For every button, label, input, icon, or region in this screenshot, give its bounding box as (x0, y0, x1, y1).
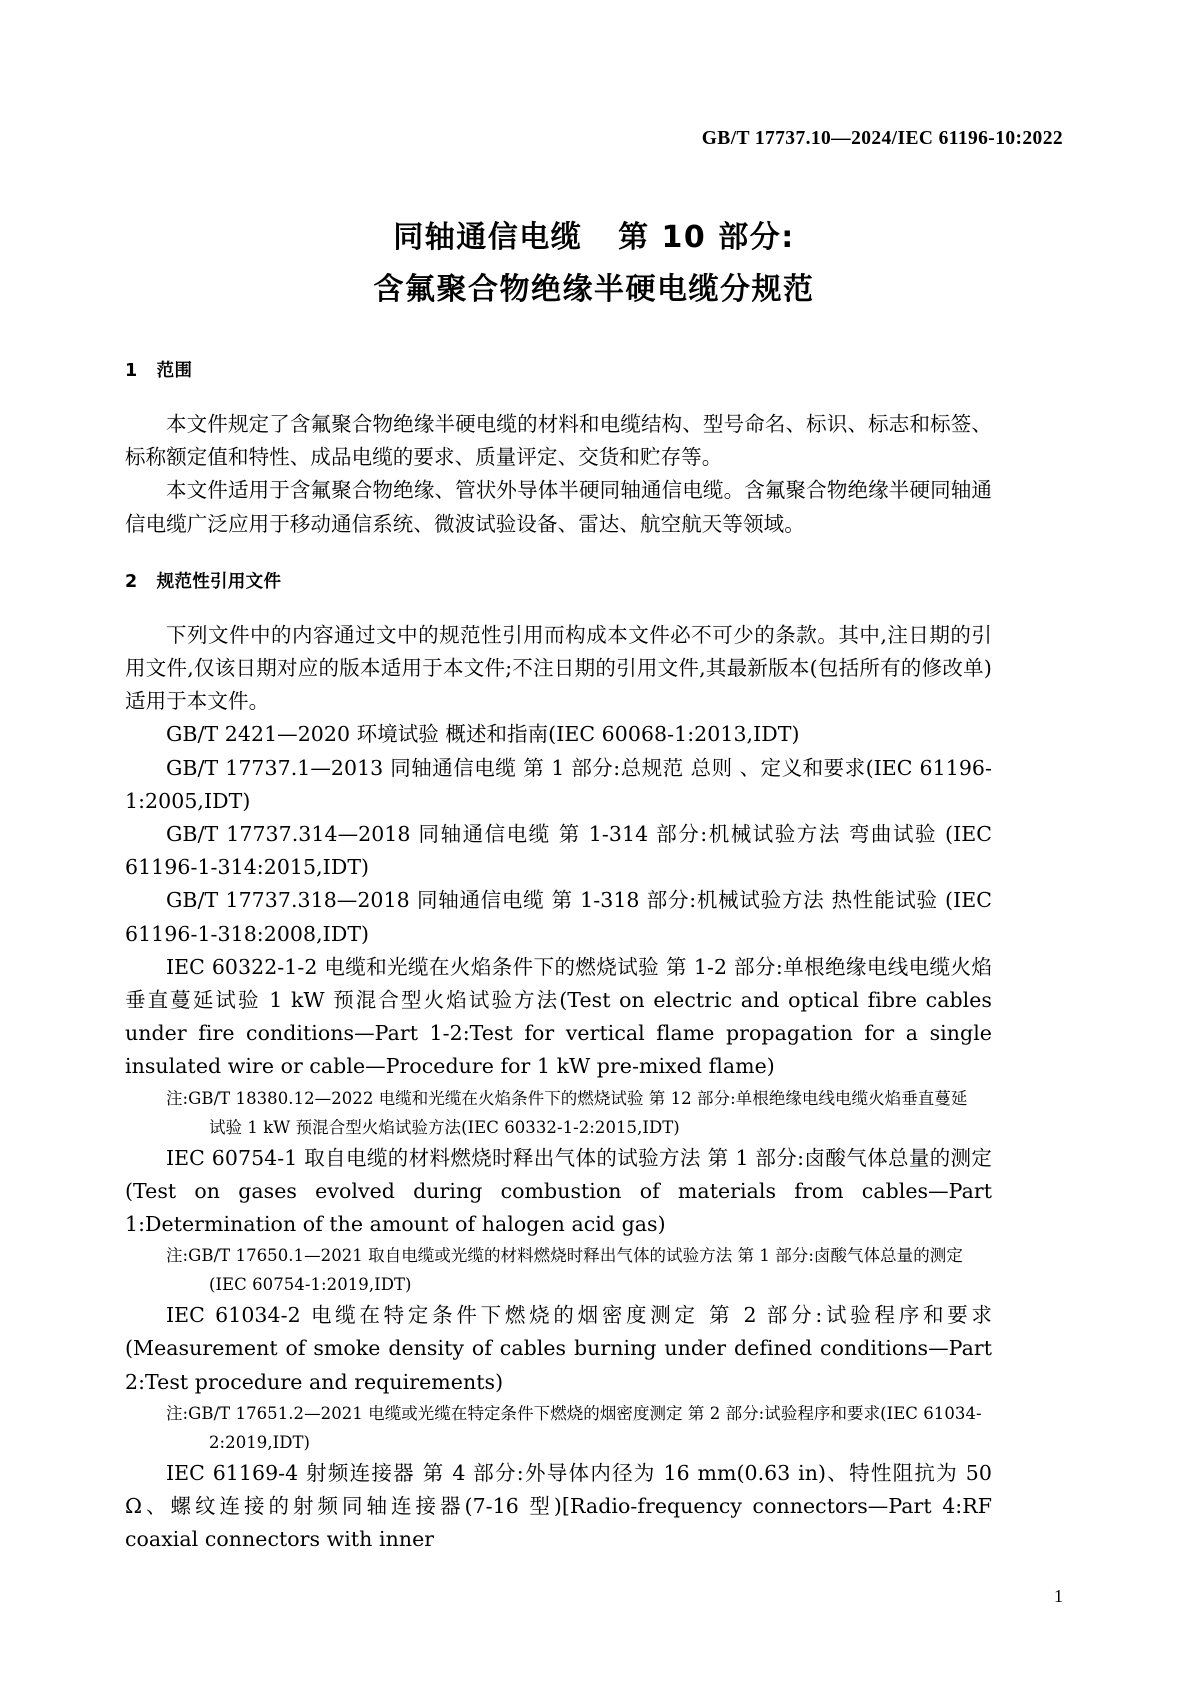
normative-reference-item: GB/T 17737.1—2013 同轴通信电缆 第 1 部分:总规范 总则 、定义和要求(IEC 61196-1:2005,IDT) (125, 755, 992, 813)
spacer (125, 386, 992, 408)
document-body (125, 356, 992, 1556)
note-line: (IEC 60754-1:2019,IDT) (209, 1275, 412, 1295)
normative-reference-item: IEC 61169-4 射频连接器 第 4 部分:外导体内径为 16 mm(0.63 in)、特性阻抗为 50 Ω、螺纹连接的射频同轴连接器(7-16 型)[Radio-frequency connectors—Part 4:RF coaxial connectors with inner (125, 1460, 992, 1552)
normative-reference-item: GB/T 17737.314—2018 同轴通信电缆 第 1-314 部分:机械试验方法 弯曲试验 (IEC 61196-1-314:2015,IDT) (125, 822, 992, 880)
clause-2-intro-paragraph: 下列文件中的内容通过文中的规范性引用而构成本文件必不可少的条款。其中,注日期的引用文件,仅该日期对应的版本适用于本文件;不注日期的引用文件,其最新版本(包括所有的修改单)适用于本文件。 (125, 622, 992, 714)
spacer (125, 597, 992, 619)
clause-2-heading: 2 规范性引用文件 (125, 571, 282, 592)
normative-reference-item: IEC 60322-1-2 电缆和光缆在火焰条件下的燃烧试验 第 1-2 部分:单根绝缘电线电缆火焰垂直蔓延试验 1 kW 预混合型火焰试验方法(Test on electric and optical fibre cables under fire conditions—Part 1-2:Test for vertical flame propagation for a single insulated wire or cable—Procedure for 1 kW pre-mixed flame) (125, 954, 992, 1079)
document-title-line-2: 含氟聚合物绝缘半硬电缆分规范 (373, 272, 815, 307)
note-line: 试验 1 kW 预混合型火焰试验方法(IEC 60332-1-2:2015,IDT) (209, 1117, 680, 1137)
normative-reference-item: IEC 60754-1 取自电缆的材料燃烧时释出气体的试验方法 第 1 部分:卤酸气体总量的测定(Test on gases evolved during combustion of materials from cables—Part 1:Determination of the amount of halogen acid gas) (125, 1145, 992, 1237)
normative-reference-note (125, 1241, 992, 1299)
note-line: 注:GB/T 18380.12—2022 电缆和光缆在火焰条件下的燃烧试验 第 12 部分:单根绝缘电线电缆火焰垂直蔓延 (166, 1088, 968, 1108)
clause-1-paragraph-2: 本文件适用于含氟聚合物绝缘、管状外导体半硬同轴通信电缆。含氟聚合物绝缘半硬同轴通信电缆广泛应用于移动通信系统、微波试验设备、雷达、航空航天等领域。 (125, 478, 992, 536)
note-line: 注:GB/T 17650.1—2021 取自电缆或光缆的材料燃烧时释出气体的试验方法 第 1 部分:卤酸气体总量的测定 (166, 1246, 963, 1266)
normative-reference-item: GB/T 17737.318—2018 同轴通信电缆 第 1-318 部分:机械试验方法 热性能试验 (IEC 61196-1-318:2008,IDT) (125, 888, 992, 946)
normative-reference-note (125, 1399, 992, 1457)
note-line: 2:2019,IDT) (209, 1432, 311, 1452)
clause-1-paragraph-1: 本文件规定了含氟聚合物绝缘半硬电缆的材料和电缆结构、型号命名、标识、标志和标签、标称额定值和特性、成品电缆的要求、质量评定、交货和贮存等。 (125, 412, 992, 470)
document-title-line-1: 同轴通信电缆 第 10 部分: (393, 220, 795, 255)
normative-reference-note (125, 1084, 992, 1142)
page-number: 1 (1054, 1586, 1063, 1606)
spacer (125, 541, 992, 567)
clause-1-heading: 1 范围 (125, 361, 193, 381)
normative-reference-item: IEC 61034-2 电缆在特定条件下燃烧的烟密度测定 第 2 部分:试验程序和要求(Measurement of smoke density of cables burning under defined conditions—Part 2:Test procedure and requirements) (125, 1303, 992, 1394)
note-line: 注:GB/T 17651.2—2021 电缆或光缆在特定条件下燃烧的烟密度测定 第 2 部分:试验程序和要求(IEC 61034- (166, 1403, 982, 1423)
normative-reference-item: GB/T 2421—2020 环境试验 概述和指南(IEC 60068-1:2013,IDT) (166, 722, 800, 747)
document-title (125, 212, 1063, 316)
running-header-standard-number: GB/T 17737.10—2024/IEC 61196-10:2022 (701, 128, 1063, 149)
